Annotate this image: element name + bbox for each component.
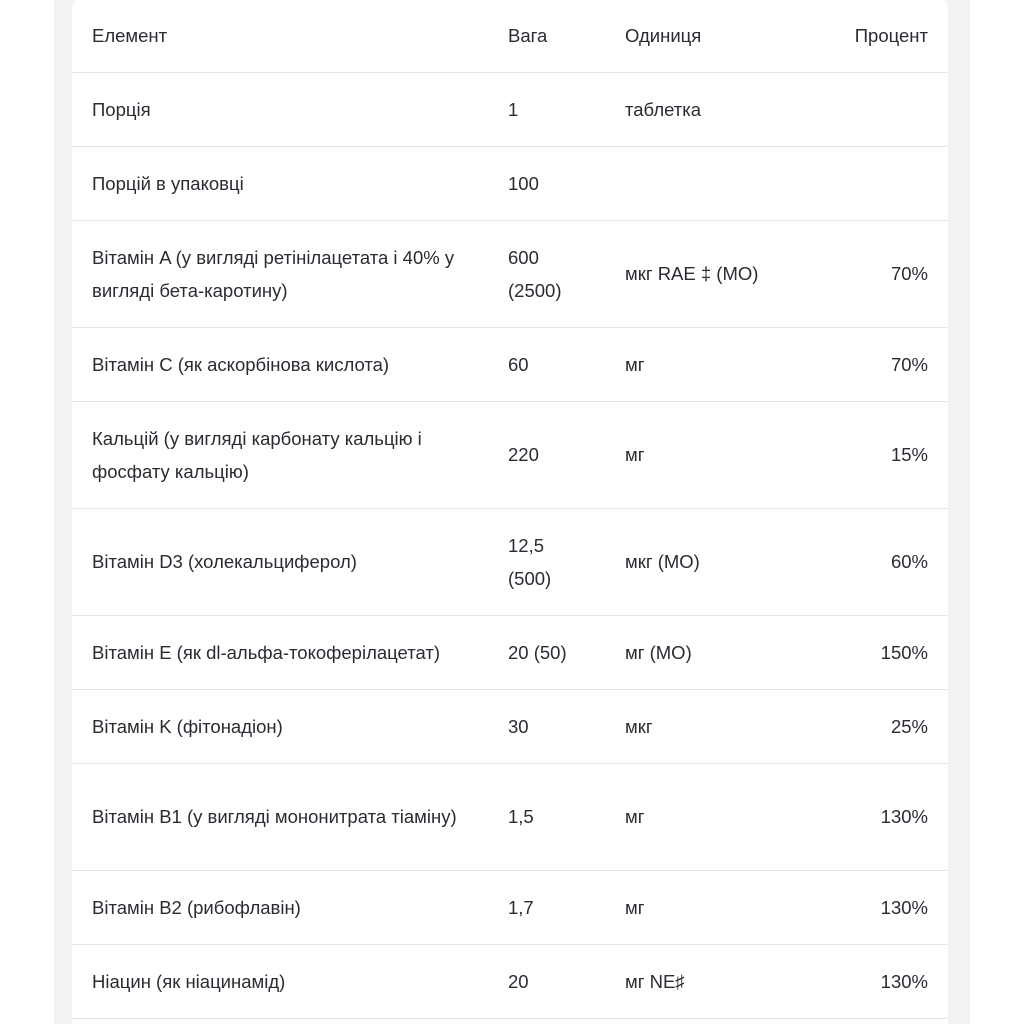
cell-element: Порцій в упаковці <box>92 172 244 194</box>
cell-percent: 130% <box>880 896 928 918</box>
cell-weight: 12,5 (500) <box>508 534 552 589</box>
cell-element: Кальцій (у вигляді карбонату кальцію і фосфату кальцію) <box>92 427 422 482</box>
cell-unit: таблетка <box>625 98 702 120</box>
table-row <box>72 689 948 763</box>
cell-unit: мг NE♯ <box>625 970 685 992</box>
cell-percent: 130% <box>880 970 928 992</box>
table-header-row <box>72 0 948 72</box>
cell-percent: 70% <box>890 263 928 284</box>
cell-unit: мкг <box>625 715 653 737</box>
cell-element: Вітамін E (як dl-альфа-токоферілацетат) <box>92 641 441 663</box>
cell-weight: 600 (2500) <box>508 246 562 301</box>
cell-unit: мкг (МО) <box>625 551 700 572</box>
cell-weight: 1 <box>508 98 519 120</box>
cell-percent: 60% <box>890 551 928 572</box>
cell-weight: 20 <box>508 970 529 992</box>
cell-unit: мг <box>625 896 645 918</box>
table-row <box>72 220 948 327</box>
cell-element: Вітамін B1 (у вигляді мононитрата тіаміну) <box>92 806 457 827</box>
cell-percent <box>805 146 948 220</box>
cell-percent: 150% <box>880 641 928 663</box>
table-row <box>72 327 948 401</box>
table-row <box>72 146 948 220</box>
cell-percent: 130% <box>880 806 928 827</box>
cell-percent: 25% <box>890 715 928 737</box>
cell-percent <box>805 72 948 146</box>
cell-element: Вітамін C (як аскорбінова кислота) <box>92 353 390 375</box>
cell-weight: 220 <box>508 444 539 465</box>
cell-element: Вітамін B2 (рибофлавін) <box>92 896 301 918</box>
table-row <box>72 72 948 146</box>
cell-percent: 15% <box>890 444 928 465</box>
cell-unit: мкг RAE ‡ (МО) <box>625 263 759 284</box>
table-row <box>72 508 948 615</box>
table-row <box>72 944 948 1018</box>
cell-percent: 70% <box>890 353 928 375</box>
table-row <box>72 401 948 508</box>
table-row <box>72 870 948 944</box>
cell-unit: мг <box>625 444 645 465</box>
cell-weight: 1,5 <box>508 806 534 827</box>
cell-element: Вітамін D3 (холекальциферол) <box>92 551 357 572</box>
cell-unit: мг <box>625 806 645 827</box>
table-row <box>72 615 948 689</box>
cell-weight: 1,7 <box>508 896 534 918</box>
header-unit: Одиниця <box>625 25 702 47</box>
cell-element: Вітамін A (у вигляді ретінілацетата і 40% у вигляді бета-каротину) <box>92 246 455 301</box>
cell-unit: мг (МО) <box>625 641 692 663</box>
cell-unit <box>625 146 805 220</box>
cell-element: Порція <box>92 98 151 120</box>
header-element: Елемент <box>92 25 168 47</box>
cell-weight: 30 <box>508 715 529 737</box>
nutrition-table <box>72 0 948 1019</box>
cell-unit: мг <box>625 353 645 375</box>
cell-element: Ніацин (як ніацинамід) <box>92 970 286 992</box>
cell-weight: 100 <box>508 172 539 194</box>
cell-weight: 20 (50) <box>508 641 567 663</box>
table-row <box>72 763 948 870</box>
header-weight: Вага <box>508 25 548 47</box>
cell-weight: 60 <box>508 353 529 375</box>
cell-element: Вітамін K (фітонадіон) <box>92 715 283 737</box>
header-percent: Процент <box>854 25 928 47</box>
